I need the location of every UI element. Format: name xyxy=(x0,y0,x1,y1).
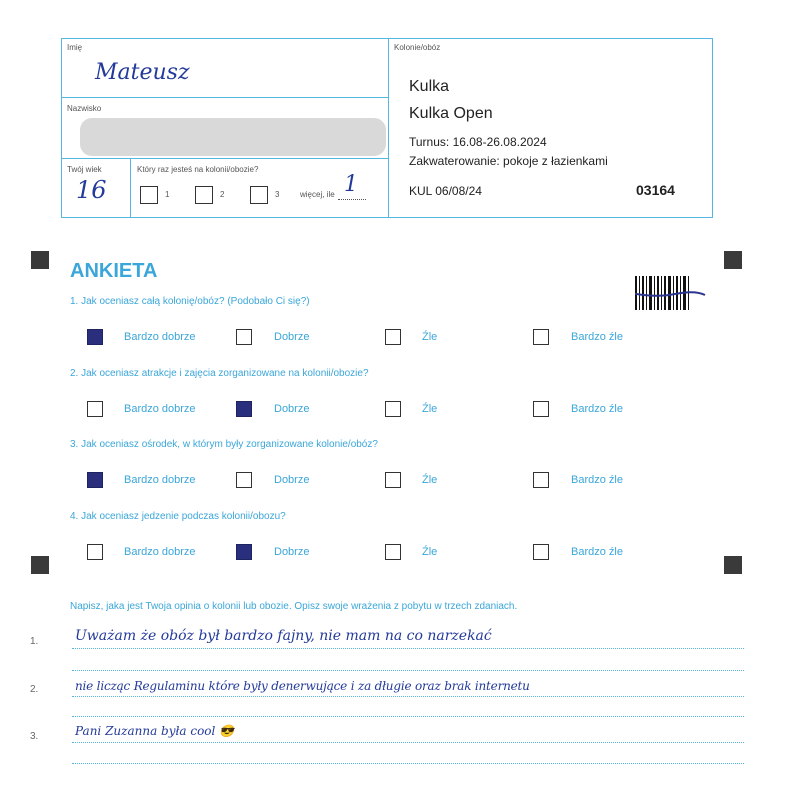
q4-option-zle-checkbox[interactable] xyxy=(385,544,401,560)
q2-option-label: Dobrze xyxy=(274,403,310,415)
q3-option-dobrze-checkbox[interactable] xyxy=(236,472,252,488)
q4-option-label: Bardzo dobrze xyxy=(124,546,196,558)
camp-code: KUL 06/08/24 xyxy=(409,184,482,198)
times-checkbox-1[interactable] xyxy=(140,186,158,204)
q2-option-bardzo-zle-checkbox[interactable] xyxy=(533,401,549,417)
header-divider xyxy=(388,38,389,217)
q1-option-label: Bardzo dobrze xyxy=(124,331,196,343)
q2-option-dobrze-checkbox[interactable] xyxy=(236,401,252,417)
opinion-line-1[interactable]: Uważam że obóz był bardzo fajny, nie mam na co narzekać xyxy=(75,628,492,644)
camp-label: Kolonie/obóz xyxy=(394,43,441,52)
times-checkbox-3[interactable] xyxy=(250,186,268,204)
opinion-line-number: 1. xyxy=(30,636,39,647)
writing-line xyxy=(72,742,744,743)
age-value[interactable]: 16 xyxy=(76,176,107,204)
q4-option-label: Źle xyxy=(422,546,438,558)
q2-option-label: Źle xyxy=(422,403,438,415)
more-label: więcej, ile xyxy=(300,190,335,199)
more-value[interactable]: 1 xyxy=(344,172,358,197)
surname-label: Nazwisko xyxy=(67,104,102,113)
opinion-line-3[interactable]: Pani Zuzanna była cool 😎 xyxy=(75,724,235,738)
q1-option-label: Bardzo źle xyxy=(571,331,623,343)
registration-marker xyxy=(31,251,49,269)
times-option-1: 1 xyxy=(165,190,170,199)
registration-marker xyxy=(724,251,742,269)
q4-option-bardzo-zle-checkbox[interactable] xyxy=(533,544,549,560)
writing-line xyxy=(72,670,744,671)
name-value[interactable]: Mateusz xyxy=(95,60,190,85)
surname-redaction xyxy=(80,118,386,156)
times-option-2: 2 xyxy=(220,190,225,199)
times-option-3: 3 xyxy=(275,190,280,199)
q2-option-zle-checkbox[interactable] xyxy=(385,401,401,417)
name-divider xyxy=(61,97,389,98)
q4-option-bardzo-dobrze-checkbox[interactable] xyxy=(87,544,103,560)
q3-option-bardzo-dobrze-checkbox[interactable] xyxy=(87,472,103,488)
opinion-prompt: Napisz, jaka jest Twoja opinia o kolonii lub obozie. Opisz swoje wrażenia z pobytu w trzech zdaniach. xyxy=(70,601,518,612)
q1-option-bardzo-zle-checkbox[interactable] xyxy=(533,329,549,345)
registration-marker xyxy=(724,556,742,574)
q3-option-label: Dobrze xyxy=(274,474,310,486)
times-label: Który raz jesteś na kolonii/obozie? xyxy=(137,165,259,174)
q3-option-zle-checkbox[interactable] xyxy=(385,472,401,488)
q3-option-label: Źle xyxy=(422,474,438,486)
barcode xyxy=(635,276,707,317)
q2-option-bardzo-dobrze-checkbox[interactable] xyxy=(87,401,103,417)
writing-line xyxy=(72,696,744,697)
zakwaterowanie: Zakwaterowanie: pokoje z łazienkami xyxy=(409,154,608,168)
opinion-line-number: 2. xyxy=(30,684,39,695)
q2-option-label: Bardzo źle xyxy=(571,403,623,415)
question-3: 3. Jak oceniasz ośrodek, w którym były zorganizowane kolonie/obóz? xyxy=(70,439,378,450)
q3-option-bardzo-zle-checkbox[interactable] xyxy=(533,472,549,488)
question-2: 2. Jak oceniasz atrakcje i zajęcia zorganizowane na kolonii/obozie? xyxy=(70,368,369,379)
turnus: Turnus: 16.08-26.08.2024 xyxy=(409,135,547,149)
writing-line xyxy=(72,648,744,649)
q3-option-label: Bardzo dobrze xyxy=(124,474,196,486)
more-dots xyxy=(338,199,366,200)
q1-option-dobrze-checkbox[interactable] xyxy=(236,329,252,345)
age-divider xyxy=(130,158,131,217)
survey-title: ANKIETA xyxy=(70,260,158,282)
question-4: 4. Jak oceniasz jedzenie podczas kolonii/obozu? xyxy=(70,511,286,522)
q1-option-zle-checkbox[interactable] xyxy=(385,329,401,345)
camp-subname: Kulka Open xyxy=(409,105,493,122)
times-checkbox-2[interactable] xyxy=(195,186,213,204)
q1-option-bardzo-dobrze-checkbox[interactable] xyxy=(87,329,103,345)
q1-option-label: Dobrze xyxy=(274,331,310,343)
q4-option-dobrze-checkbox[interactable] xyxy=(236,544,252,560)
q4-option-label: Bardzo źle xyxy=(571,546,623,558)
q2-option-label: Bardzo dobrze xyxy=(124,403,196,415)
q1-option-label: Źle xyxy=(422,331,438,343)
writing-line xyxy=(72,716,744,717)
surname-divider xyxy=(61,158,389,159)
camp-name: Kulka xyxy=(409,78,450,95)
q3-option-label: Bardzo źle xyxy=(571,474,623,486)
age-label: Twój wiek xyxy=(67,165,102,174)
camp-number: 03164 xyxy=(636,182,675,198)
opinion-line-number: 3. xyxy=(30,731,39,742)
q4-option-label: Dobrze xyxy=(274,546,310,558)
writing-line xyxy=(72,763,744,764)
question-1: 1. Jak oceniasz całą kolonię/obóz? (Podobało Ci się?) xyxy=(70,296,310,307)
name-label: Imię xyxy=(67,43,83,52)
registration-marker xyxy=(31,556,49,574)
opinion-line-2[interactable]: nie licząc Regulaminu które były denerwujące i za długie oraz brak internetu xyxy=(75,679,530,693)
